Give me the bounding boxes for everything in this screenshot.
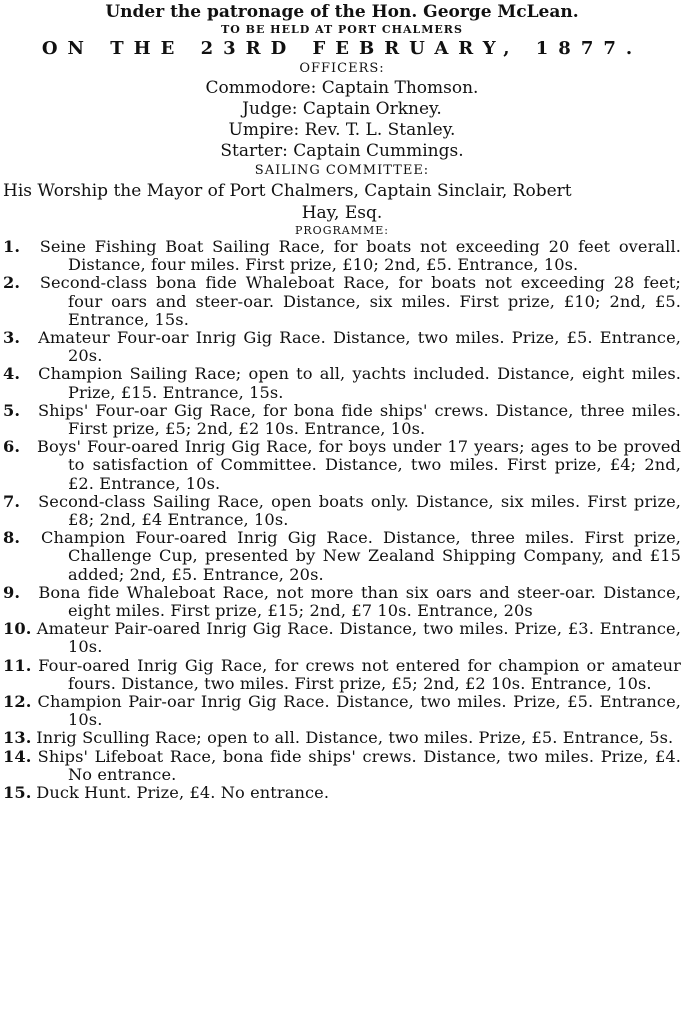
race-description: Inrig Sculling Race; open to all. Distance, two miles. Prize, £5. Entrance, 5s. <box>36 728 674 748</box>
venue-line: TO BE HELD AT PORT CHALMERS <box>221 23 463 36</box>
race-item <box>3 493 681 529</box>
race-number: 5. <box>3 400 21 420</box>
race-number: 8. <box>3 528 21 548</box>
race-description: Second-class bona fide Whaleboat Race, for boats not exceeding 28 feet; four oars and steer-oar. Distance, six miles. First prize, £10; 2nd, £5. Entrance, 15s. <box>39 273 681 329</box>
patronage-line: Under the patronage of the Hon. George McLean. <box>105 2 579 22</box>
race-description: Ships' Four-oar Gig Race, for bona fide ships' crews. Distance, three miles. First prize, £5; 2nd, £2 10s. Entrance, 10s. <box>37 400 682 439</box>
officer-umpire: Umpire: Rev. T. L. Stanley. <box>228 120 456 140</box>
race-item <box>3 402 681 438</box>
committee-members <box>3 180 681 224</box>
race-item <box>3 365 681 401</box>
committee-members-line1: His Worship the Mayor of Port Chalmers, Captain Sinclair, Robert <box>3 181 572 201</box>
race-description: Four-oared Inrig Gig Race, for crews not entered for champion or amateur fours. Distance, two miles. First prize, £5; 2nd, £2 10s. Entrance, 10s. <box>38 655 681 693</box>
race-item <box>3 529 681 584</box>
race-number: 14. <box>3 746 32 766</box>
race-item <box>3 693 681 729</box>
race-number: 9. <box>3 582 21 602</box>
race-item <box>3 784 681 802</box>
race-item <box>3 657 681 693</box>
race-item <box>3 748 681 784</box>
race-item <box>3 620 681 656</box>
race-item <box>3 238 681 274</box>
race-item <box>3 584 681 620</box>
race-number: 2. <box>3 273 21 293</box>
race-item <box>3 729 681 747</box>
race-description: Duck Hunt. Prize, £4. No entrance. <box>36 783 330 803</box>
officers-heading: OFFICERS: <box>299 61 385 76</box>
race-description: Champion Four-oared Inrig Gig Race. Distance, three miles. First prize, Challenge Cup, presented by New Zealand Shipping Company, and £15 added; 2nd, £5. Entrance, 20s. <box>41 528 681 584</box>
officer-commodore: Commodore: Captain Thomson. <box>205 78 479 98</box>
race-description: Boys' Four-oared Inrig Gig Race, for boys under 17 years; ages to be proved to satisfaction of Committee. Distance, two miles. First prize, £4; 2nd, £2. Entrance, 10s. <box>37 437 682 493</box>
date-line: ON THE 23RD FEBRUARY, 1877. <box>41 38 643 59</box>
officer-judge: Judge: Captain Orkney. <box>242 99 442 119</box>
race-number: 1. <box>3 237 21 256</box>
race-number: 4. <box>3 364 21 384</box>
race-description: Champion Pair-oar Inrig Gig Race. Distance, two miles. Prize, £5. Entrance, 10s. <box>37 692 682 730</box>
race-item <box>3 274 681 329</box>
race-number: 15. <box>3 783 32 803</box>
race-description: Ships' Lifeboat Race, bona fide ships' crews. Distance, two miles. Prize, £4. No entrance. <box>37 746 682 784</box>
race-number: 11. <box>3 655 32 675</box>
race-number: 6. <box>3 437 21 457</box>
race-number: 3. <box>3 328 21 348</box>
programme-heading: PROGRAMME: <box>295 224 389 237</box>
committee-members-line2: Hay, Esq. <box>301 203 383 223</box>
race-description: Bona fide Whaleboat Race, not more than six oars and steer-oar. Distance, eight miles. First prize, £15; 2nd, £7 10s. Entrance, 20s <box>38 582 681 621</box>
race-description: Seine Fishing Boat Sailing Race, for boats not exceeding 20 feet overall. Distance, four miles. First prize, £10; 2nd, £5. Entrance, 10s. <box>39 237 681 275</box>
race-description: Second-class Sailing Race, open boats only. Distance, six miles. First prize, £8; 2nd, £4 Entrance, 10s. <box>38 491 681 530</box>
race-item <box>3 438 681 493</box>
race-description: Champion Sailing Race; open to all, yachts included. Distance, eight miles. Prize, £15. Entrance, 15s. <box>38 364 681 402</box>
officer-starter: Starter: Captain Cummings. <box>220 141 464 161</box>
race-number: 12. <box>3 692 32 712</box>
race-number: 10. <box>3 619 32 639</box>
race-number: 7. <box>3 491 21 511</box>
race-description: Amateur Four-oar Inrig Gig Race. Distance, two miles. Prize, £5. Entrance, 20s. <box>38 328 682 366</box>
race-item <box>3 329 681 365</box>
race-list <box>3 238 681 802</box>
race-description: Amateur Pair-oared Inrig Gig Race. Distance, two miles. Prize, £3. Entrance, 10s. <box>36 619 681 657</box>
committee-heading: SAILING COMMITTEE: <box>254 163 430 178</box>
race-number: 13. <box>3 728 32 748</box>
